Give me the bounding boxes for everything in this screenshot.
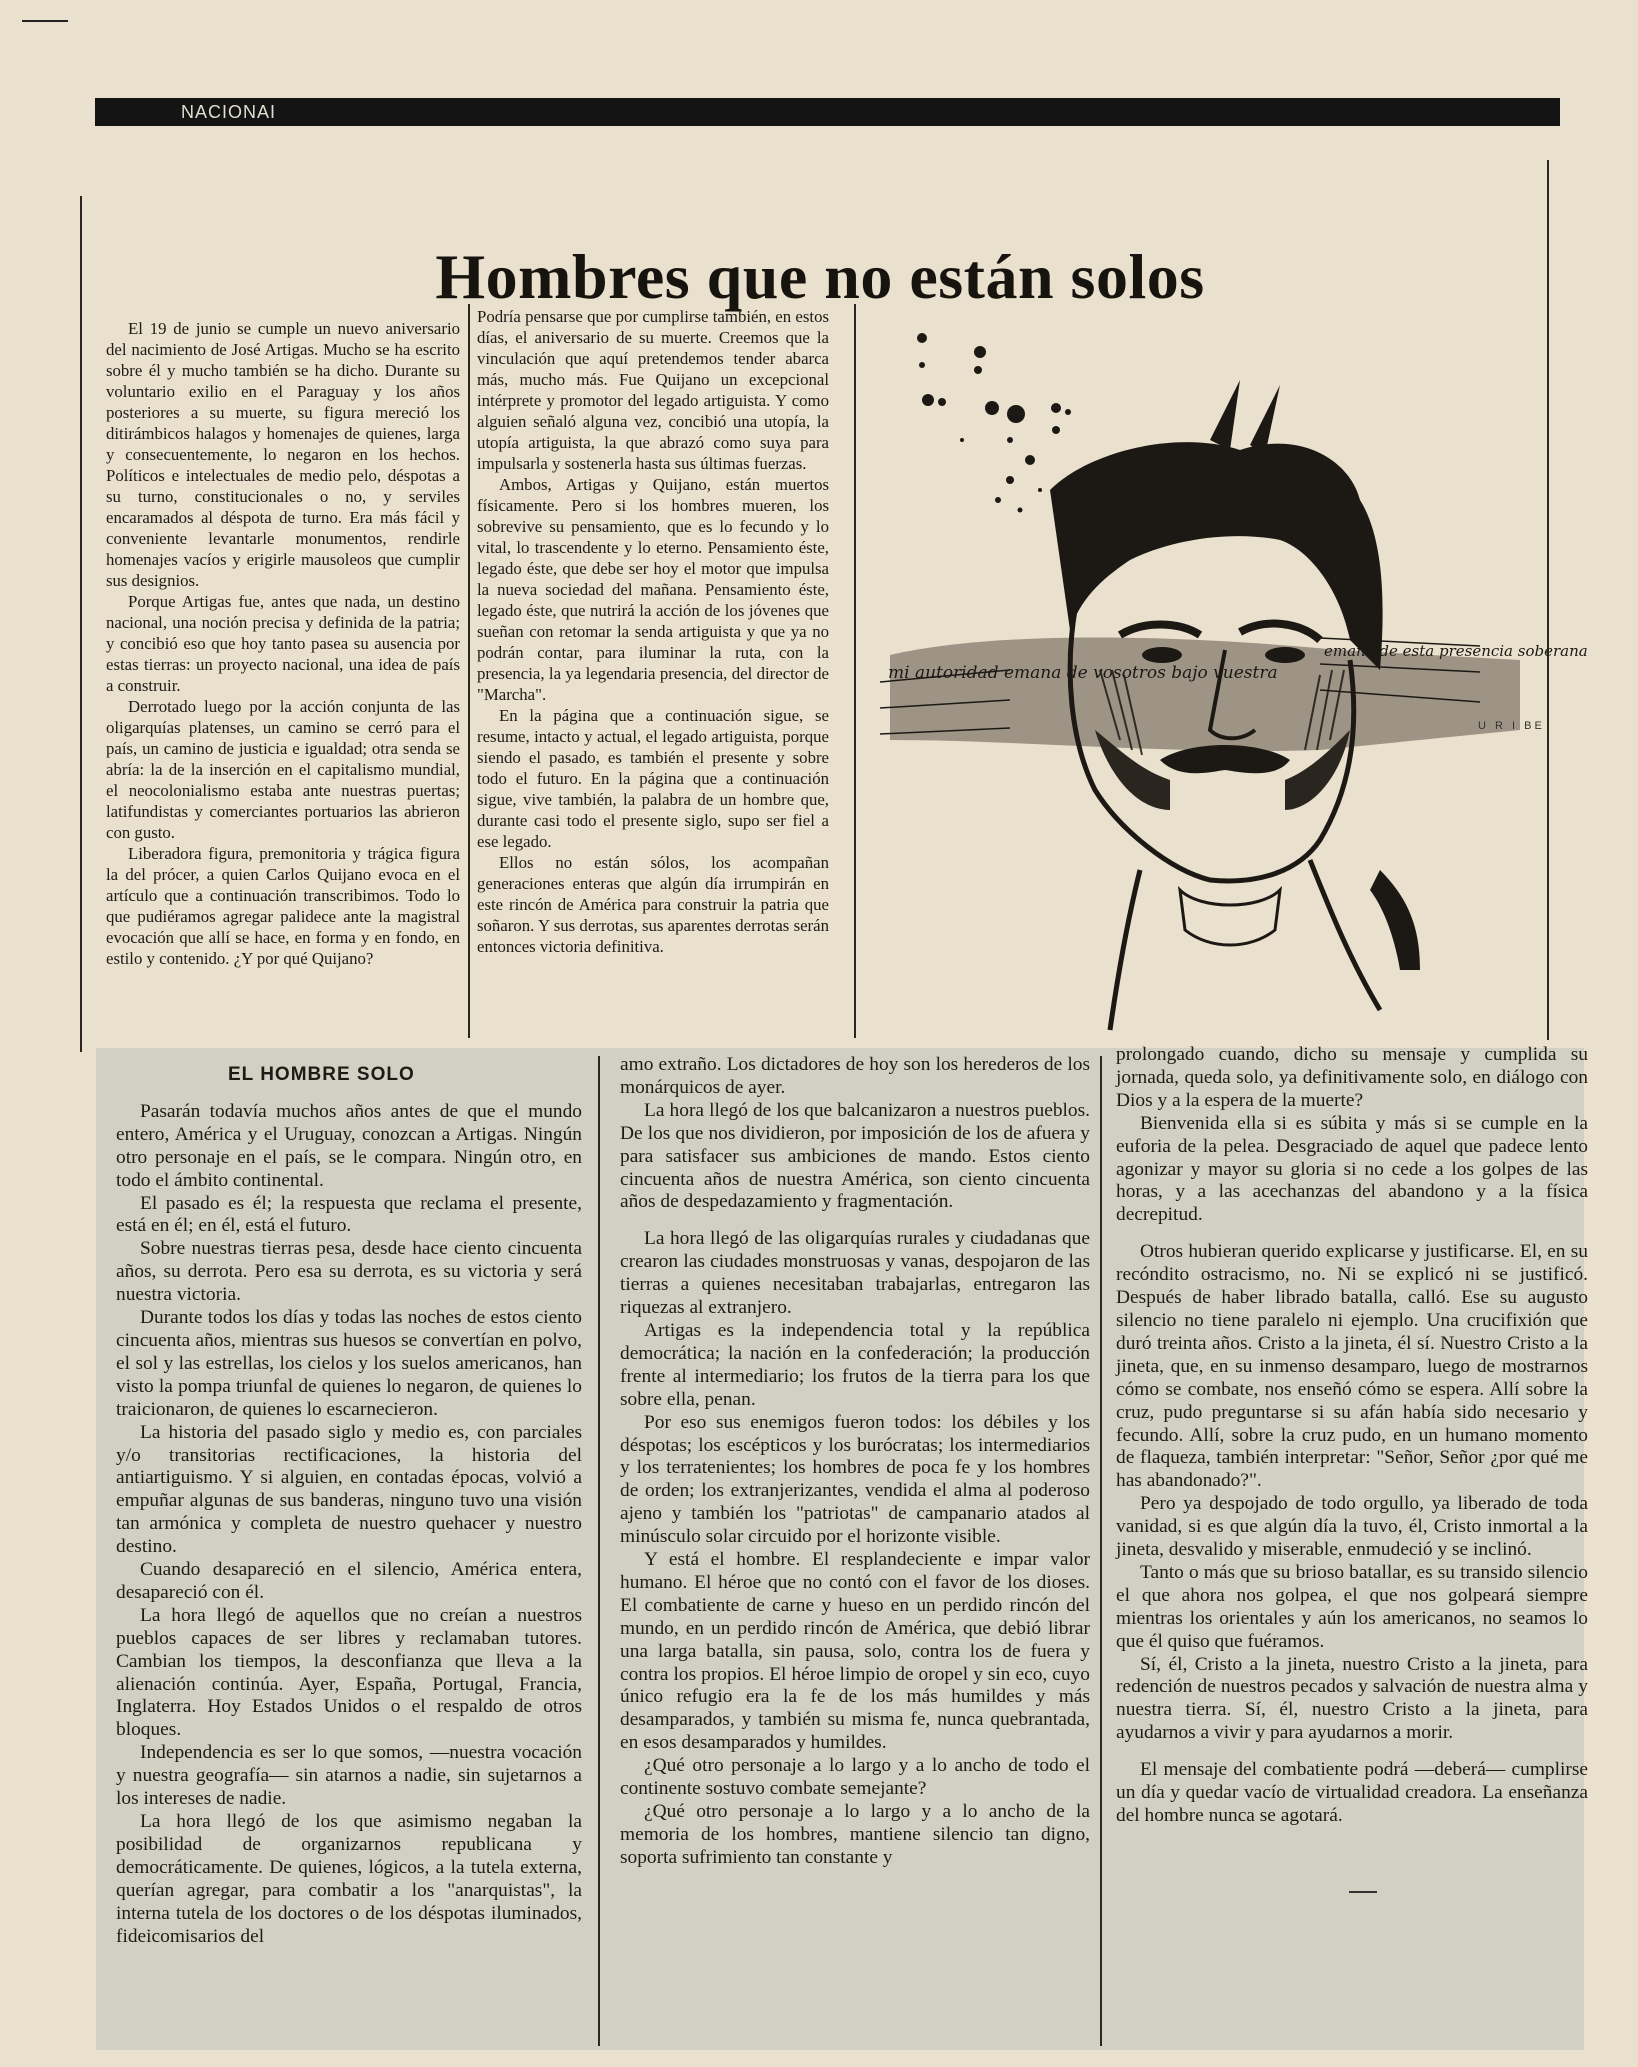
intro-column-1 <box>106 318 460 969</box>
article-paragraph: prolongado cuando, dicho su mensaje y cumplida su jornada, queda solo, ya definitivamente solo, en diálogo con Dios y a la espera de la muerte? <box>1116 1044 1588 1111</box>
article-paragraph: Y está el hombre. El resplandeciente e impar valor humano. El héroe que no contó con el favor de los dioses. El combatiente de carne y hueso en un perdido rincón del mundo, en un perdido rincón de América, que debió librar una larga batalla, sin pausa, solo, contra los de fuera y contra los propios. El héroe limpio de oropel y sin eco, cuyo único refugio era la fe de los más humildes y más desamparados, y también su misma fe, nunca quebrantada, en esos desamparados y humildes. <box>620 1549 1090 1754</box>
article-paragraph: ¿Qué otro personaje a lo largo y a lo ancho de la memoria de los hombres, mantiene silencio tan digno, soporta sufrimiento tan constante y <box>620 1801 1090 1868</box>
artist-signature: U R I BE <box>1478 720 1545 732</box>
intro-column-2 <box>477 306 829 957</box>
illustration-caption-left: mi autoridad emana de vosotros bajo vuestra <box>888 663 1278 683</box>
article-paragraph: Bienvenida ella si es súbita y más si se cumple en la euforia de la pelea. Desgraciado de aquel que padece lento agonizar y mayor su gloria si no cede a los golpes de las horas, y a las acechanzas del abandono y a la física decrepitud. <box>1116 1112 1588 1226</box>
article-paragraph: Pero ya despojado de todo orgullo, ya liberado de toda vanidad, si es que algún día la tuvo, él, Cristo inmortal a la jineta, desvalido y miserable, enmudeció y se inclinó. <box>1116 1493 1588 1561</box>
headline: Hombres que no están solos <box>435 240 1205 312</box>
intro-paragraph: En la página que a continuación sigue, se resume, intacto y actual, el legado artiguista, porque siendo el pasado, es también el presente y sobre todo el futuro. En la página que a continuación sigue, vive también, la palabra de un hombre que, durante casi todo el presente siglo, supo ser fiel a ese legado. <box>477 706 829 851</box>
intro-paragraph: Podría pensarse que por cumplirse también, en estos días, el aniversario de su muerte. Creemos que la vinculación que aquí pretendemos tender abarca más, mucho más. Fue Quijano un excepcional intérprete y promotor del legado artiguista. Y como alguien señaló alguna vez, concibió una utopía, la utopía artiguista, la que abrazó como suya para impulsarla y sostenerla hasta sus últimas fuerzas. <box>477 307 829 473</box>
article-paragraph: La hora llegó de las oligarquías rurales y ciudadanas que crearon las ciudades monstruosas y vanas, despojaron de las tierras a quienes necesitaban trabajarlas, entregaron las riquezas al extranjero. <box>620 1228 1090 1319</box>
intro-column-rule-1 <box>468 304 470 1038</box>
article-paragraph: Sí, él, Cristo a la jineta, nuestro Cristo a la jineta, para redención de nuestros pecados y salvación de nuestra alma y nuestra tierra. Sí, él, nuestro Cristo a la jineta, para ayudarnos a vivir y para ayudarnos a morir. <box>1116 1653 1588 1744</box>
frame-left-rule <box>80 196 82 1052</box>
article-column-rule-1 <box>598 1056 600 2046</box>
article-column-rule-2 <box>1100 1056 1102 2046</box>
article-paragraph: El mensaje del combatiente podrá —deberá— cumplirse un día y quedar vacío de virtualidad creadora. La enseñanza del hombre nunca se agotará. <box>1116 1759 1588 1826</box>
article-column-3 <box>1116 1044 1588 1828</box>
article-paragraph: Pasarán todavía muchos años antes de que el mundo entero, América y el Uruguay, conozcan a Artigas. Ningún otro personaje en el país, se le compara. Ningún otro, en todo el ámbito continental. <box>116 1100 582 1191</box>
article-paragraph: amo extraño. Los dictadores de hoy son los herederos de los monárquicos de ayer. <box>620 1054 1090 1098</box>
article-paragraph: Durante todos los días y todas las noches de estos ciento cincuenta años, mientras sus huesos se convertían en polvo, el sol y las estrellas, los cielos y los suelos americanos, han visto la pompa triunfal de quienes lo negaron, de quienes lo traicionaron, de quienes lo escarnecieron. <box>116 1307 582 1420</box>
article-paragraph: La historia del pasado siglo y medio es, con parciales y/o transitorias rectificaciones, la historia del antiartiguismo. Y si alguien, en contadas épocas, volvió a empuñar algunas de sus banderas, ninguno tuvo una visión tan armónica y completa de nuestro quehacer y nuestro destino. <box>116 1421 582 1558</box>
section-label: NACIONAI <box>181 102 277 122</box>
article-column-1 <box>116 1064 582 1948</box>
article-paragraph: El pasado es él; la respuesta que reclama el presente, está en él; en él, está el futuro. <box>116 1192 582 1237</box>
intro-paragraph: El 19 de junio se cumple un nuevo aniversario del nacimiento de José Artigas. Mucho se ha escrito sobre él y mucho también se ha dicho. Durante su voluntario exilio en el Paraguay y los años posteriores a su muerte, su figura mereció los ditirámbicos halagos y homenajes de quienes, larga y consecuentemente, lo negaron en los hechos. Políticos e intelectuales de medio pelo, déspotas a su turno, constitucionales o no, y serviles encaramados al déspota de turno. Era más fácil y conveniente levantarle monumentos, rendirle homenajes vacíos y erigirle mausoleos que cumplir sus designios. <box>106 319 460 590</box>
article-paragraph: La hora llegó de los que balcanizaron a nuestros pueblos. De los que nos dividieron, por imposición de los de afuera y para satisfacer sus ambiciones de mando. Estos ciento cincuenta años de nuestra América, son ciento cincuenta años de despedazamiento y fragmentación. <box>620 1099 1090 1213</box>
article-paragraph: Cuando desapareció en el silencio, América entera, desapareció con él. <box>116 1559 582 1603</box>
frame-right-rule <box>1547 160 1549 1040</box>
article-title: EL HOMBRE SOLO <box>228 1064 415 1085</box>
article-paragraph: Tanto o más que su brioso batallar, es su transido silencio el que ahora nos golpea, el que nos golpeará siempre mientras los orientales y aún los americanos, no seamos lo que él quiso que fuéramos. <box>1116 1561 1588 1652</box>
intro-paragraph: Derrotado luego por la acción conjunta de las oligarquías platenses, un camino se cerró para el país, un camino de justicia e igualdad; otra senda se abría: la de la inserción en el capitalismo mundial, el neocolonialismo estaba ante nuestras puertas; latifundistas y comerciantes portuarios las abrieron con gusto. <box>106 697 460 842</box>
intro-paragraph: Ellos no están sólos, los acompañan generaciones enteras que algún día irrumpirán en este rincón de América para construir la patria que soñaron. Y sus derrotas, sus aparentes derrotas serán entonces victoria definitiva. <box>477 853 829 956</box>
artigas-portrait-illustration <box>880 310 1588 1030</box>
intro-paragraph: Ambos, Artigas y Quijano, están muertos físicamente. Pero si los hombres mueren, los sobrevive su pensamiento, que es lo fecundo y lo vital, lo trascendente y lo eterno. Pensamiento éste, legado éste, que debe ser hoy el motor que impulsa la nueva sociedad del mañana. Pensamiento éste, legado éste, que nutrirá la acción de los jóvenes que sueñan con retomar la senda artiguista y que ya no podrán contar, para iluminar la ruta, con la presencia, la ya legendaria presencia, del director de "Marcha". <box>477 475 829 704</box>
article-paragraph: La hora llegó de los que asimismo negaban la posibilidad de organizarnos republicana y democráticamente. De quienes, lógicos, a la tutela externa, querían agregar, para combatir a los "anarquistas", la interna tutela de los doctores o de los déspotas iluminados, fideicomisarios del <box>116 1811 582 1947</box>
article-paragraph: Por eso sus enemigos fueron todos: los débiles y los déspotas; los escépticos y los burócratas; los intermediarios y los terratenientes; los hombres de poca fe y los hombres de orden; los extranjerizantes, vendida el alma al poderoso ajeno y también los "patriotas" de campanario atados al minúsculo solar circuido por el horizonte visible. <box>620 1411 1090 1548</box>
closing-rule <box>1349 1891 1377 1893</box>
intro-paragraph: Liberadora figura, premonitoria y trágica figura la del prócer, a quien Carlos Quijano evoca en el artículo que a continuación transcribimos. Todo lo que pudiéramos agregar palidece ante la magistral evocación que allí se hace, en forma y en fondo, en estilo y contenido. ¿Y por qué Quijano? <box>106 844 460 968</box>
corner-mark <box>22 20 68 22</box>
article-paragraph: Otros hubieran querido explicarse y justificarse. El, en su recóndito ostracismo, no. Ni se explicó ni se justificó. Después de haber librado batalla, calló. Ese su augusto silencio no tiene paralelo ni ejemplo. Una crucifixión que duró treinta años. Cristo a la jineta, él sí. Nuestro Cristo a la jineta, que, en su inmenso desamparo, luego de mostrarnos cómo se combate, nos enseñó cómo se espera. Allí sobre la cruz, pudo preguntarse si su afán había sido necesario y fecundo. Allí, sobre la cruz pudo, en un humano momento de flaqueza, también interpretar: "Señor, Señor ¿por qué me has abandonado?". <box>1116 1241 1588 1492</box>
intro-paragraph: Porque Artigas fue, antes que nada, un destino nacional, una noción precisa y definida de la patria; y concibió eso que hoy tanto pasea su ausencia por estas tierras: un proyecto nacional, una idea de país a construir. <box>106 592 460 695</box>
illustration-caption-right: emana de esta presencia soberana <box>1324 642 1588 660</box>
intro-column-rule-2 <box>854 304 856 1038</box>
article-paragraph: ¿Qué otro personaje a lo largo y a lo ancho de todo el continente sostuvo combate semejante? <box>620 1755 1090 1800</box>
article-paragraph: Sobre nuestras tierras pesa, desde hace ciento cincuenta años, su derrota. Pero esa su derrota, es su victoria y será nuestra victoria. <box>116 1238 582 1306</box>
article-column-2 <box>620 1054 1090 1870</box>
article-paragraph: Artigas es la independencia total y la república democrática; la nación en la confederación; la producción frente al intermediario; los frutos de la tierra para los que sobre ella, penan. <box>620 1319 1090 1410</box>
section-bar <box>95 98 1560 126</box>
article-paragraph: La hora llegó de aquellos que no creían a nuestros pueblos capaces de ser libres y reclamaban tutores. Cambian los tiempos, la desconfianza que lleva a la alienación continúa. Ayer, España, Portugal, Francia, Inglaterra. Hoy Estados Unidos o el respaldo de otros bloques. <box>116 1604 582 1741</box>
article-paragraph: Independencia es ser lo que somos, —nuestra vocación y nuestra geografía— sin atarnos a nadie, sin sujetarnos a los intereses de nadie. <box>116 1742 582 1810</box>
